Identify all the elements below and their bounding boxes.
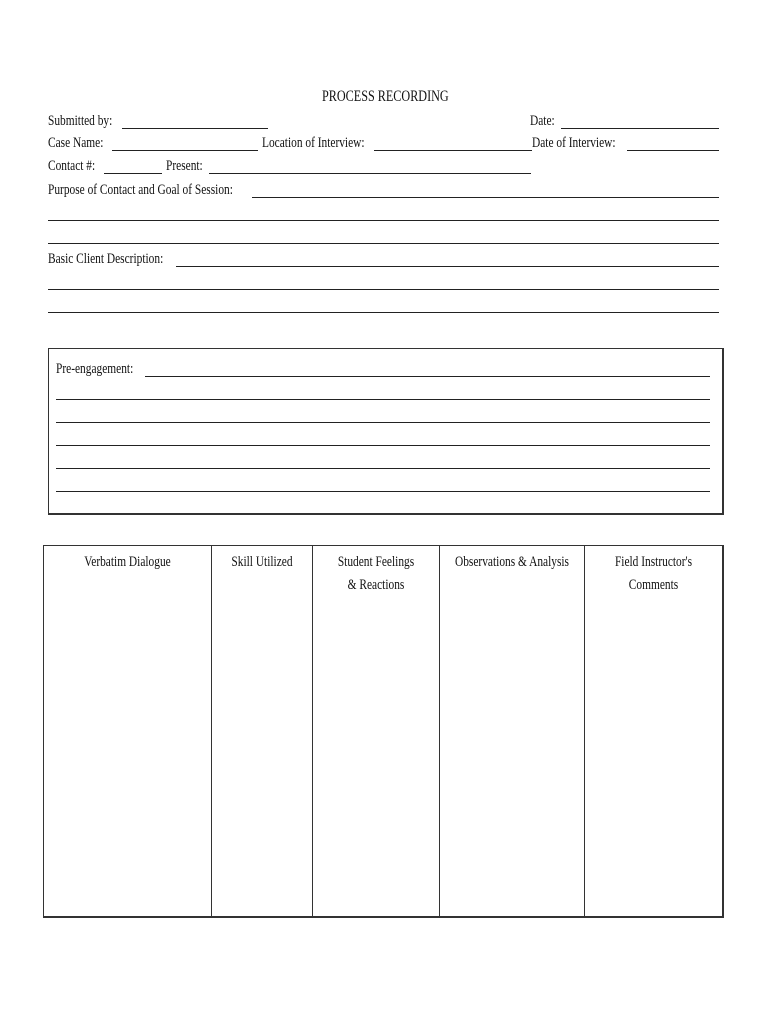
client-description-line[interactable] — [48, 289, 719, 290]
client-description-label: Basic Client Description: — [48, 251, 164, 267]
page-title: PROCESS RECORDING — [321, 88, 449, 105]
purpose-line[interactable] — [48, 220, 719, 221]
present-field[interactable] — [209, 173, 531, 174]
date-of-interview-label: Date of Interview: — [532, 135, 616, 151]
column-verbatim-dialogue[interactable] — [44, 546, 211, 916]
submitted-by-field[interactable] — [122, 128, 268, 129]
pre-engagement-line[interactable] — [56, 491, 710, 492]
case-name-field[interactable] — [112, 150, 258, 151]
pre-engagement-line[interactable] — [56, 399, 710, 400]
column-observations-analysis[interactable] — [439, 546, 584, 916]
column-header: Skill Utilized — [231, 554, 293, 570]
pre-engagement-line[interactable] — [56, 422, 710, 423]
location-label: Location of Interview: — [262, 135, 365, 151]
column-header: Verbatim Dialogue — [84, 554, 171, 570]
contact-label: Contact #: — [48, 158, 96, 174]
column-header: Field Instructor's Comments — [614, 554, 693, 593]
submitted-by-label: Submitted by: — [48, 113, 113, 129]
recording-table — [43, 545, 724, 918]
pre-engagement-label: Pre-engagement: — [56, 361, 134, 377]
date-label: Date: — [530, 113, 555, 129]
client-description-field[interactable] — [176, 266, 719, 267]
column-header: Observations & Analysis — [455, 554, 569, 570]
pre-engagement-line[interactable] — [56, 445, 710, 446]
date-of-interview-field[interactable] — [627, 150, 719, 151]
case-name-label: Case Name: — [48, 135, 104, 151]
contact-field[interactable] — [104, 173, 162, 174]
purpose-label: Purpose of Contact and Goal of Session: — [48, 182, 233, 198]
purpose-field[interactable] — [252, 197, 719, 198]
pre-engagement-line[interactable] — [56, 468, 710, 469]
column-skill-utilized[interactable] — [211, 546, 312, 916]
pre-engagement-box — [48, 348, 724, 515]
column-student-feelings[interactable] — [312, 546, 439, 916]
column-header: Student Feelings & Reactions — [337, 554, 415, 593]
pre-engagement-field[interactable] — [145, 376, 710, 377]
column-field-instructor-comments[interactable] — [584, 546, 722, 916]
purpose-line[interactable] — [48, 243, 719, 244]
client-description-line[interactable] — [48, 312, 719, 313]
date-field[interactable] — [561, 128, 719, 129]
present-label: Present: — [166, 158, 203, 174]
location-field[interactable] — [374, 150, 532, 151]
